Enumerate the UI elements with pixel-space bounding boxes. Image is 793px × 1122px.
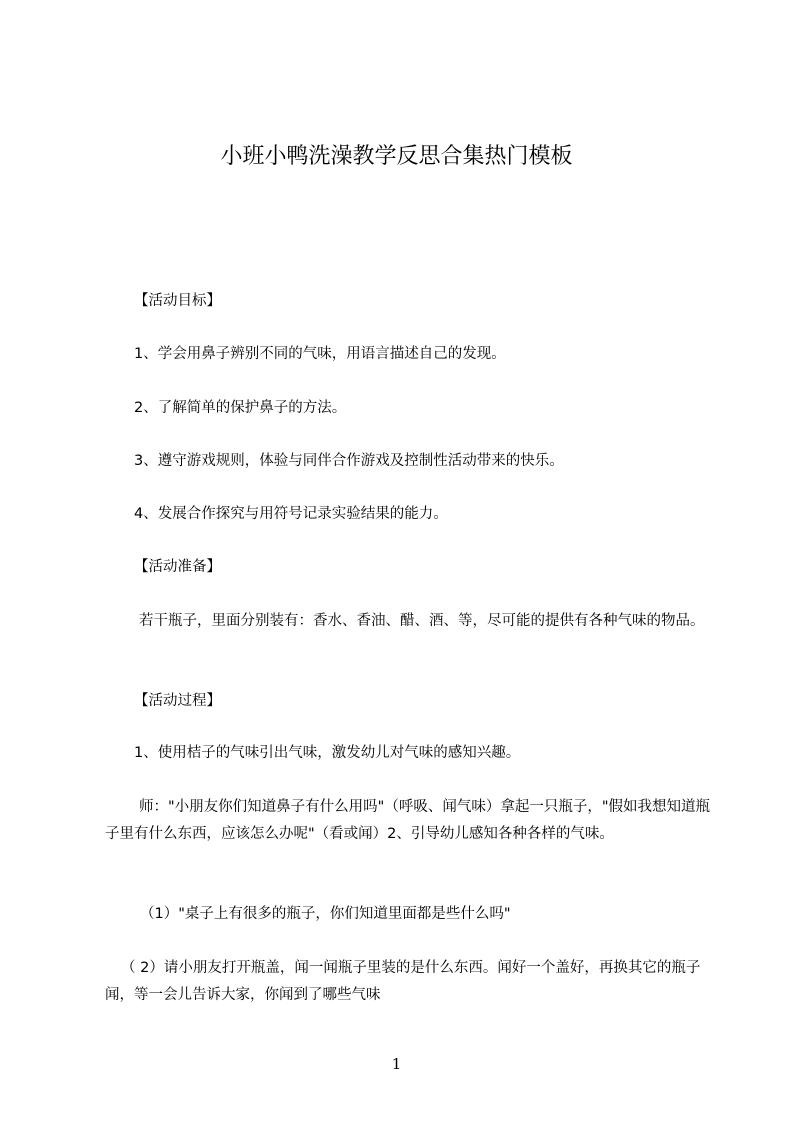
process-step-1: 1、使用桔子的气味引出气味，激发幼儿对气味的感知兴趣。 [134, 745, 521, 761]
section-heading-preparation: 【活动准备】 [134, 559, 221, 575]
document-title: 小班小鸭洗澡教学反思合集热门模板 [220, 144, 573, 169]
goal-item-3: 3、遵守游戏规则，体验与同伴合作游戏及控制性活动带来的快乐。 [134, 453, 564, 469]
goal-item-4: 4、发展合作探究与用符号记录实验结果的能力。 [134, 506, 448, 522]
process-substep-2: （ 2）请小朋友打开瓶盖，闻一闻瓶子里装的是什么东西。闻好一个盖好，再换其它的瓶子闻，等一会儿告诉大家，你闻到了哪些气味 [105, 960, 701, 1003]
teacher-dialogue: 师："小朋友你们知道鼻子有什么用吗"（呼吸、闻气味）拿起一只瓶子，"假如我想知道瓶子里有什么东西，应该怎么办呢"（看或闻）2、引导幼儿感知各种各样的气味。 [105, 799, 711, 842]
section-heading-process: 【活动过程】 [134, 693, 221, 709]
goal-item-1: 1、学会用鼻子辨别不同的气味，用语言描述自己的发现。 [134, 346, 506, 362]
page-number: 1 [391, 1055, 402, 1073]
preparation-text: 若干瓶子，里面分别装有：香水、香油、醋、酒、等，尽可能的提供有各种气味的物品。 [139, 613, 705, 629]
section-heading-goals: 【活动目标】 [134, 293, 221, 309]
process-substep-1: （1）"桌子上有很多的瓶子，你们知道里面都是些什么吗" [140, 906, 511, 922]
goal-item-2: 2、了解简单的保护鼻子的方法。 [134, 400, 347, 416]
